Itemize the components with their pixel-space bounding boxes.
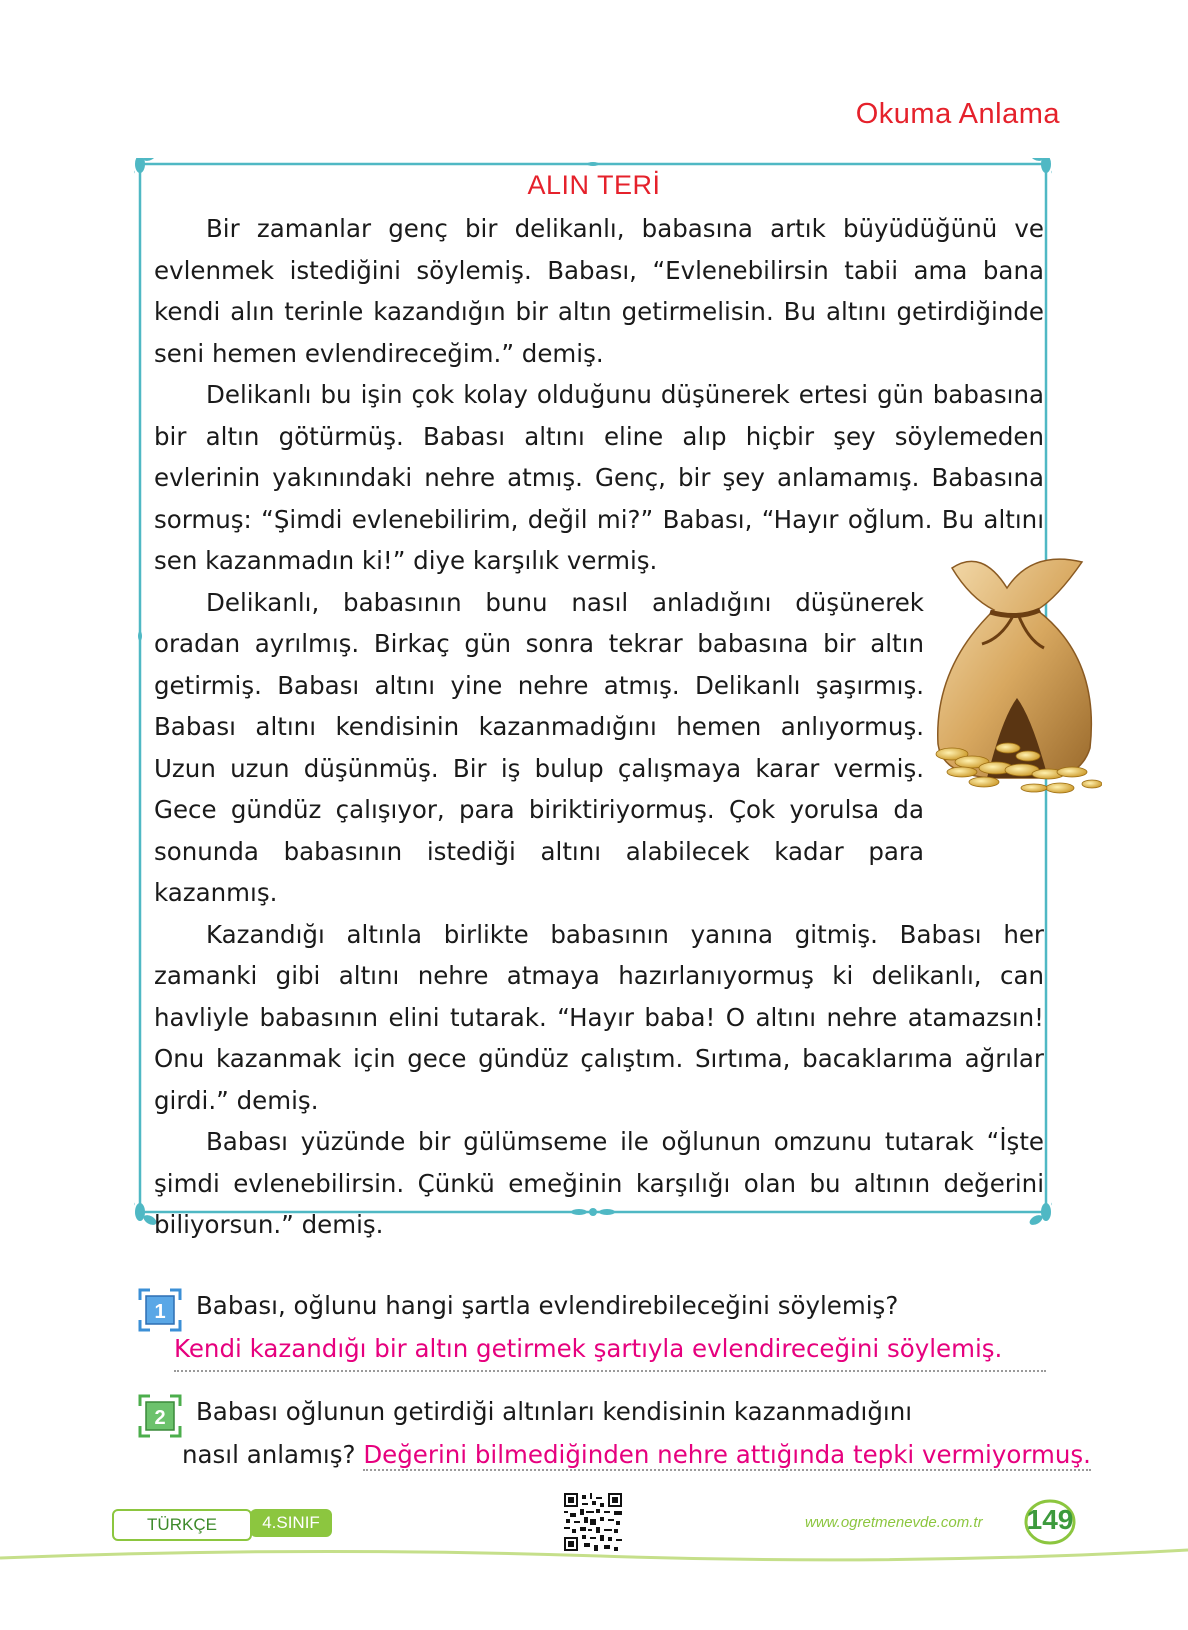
answer-line [174,1334,1046,1372]
story-paragraph: Babası yüzünde bir gülümseme ile oğlunun omzunu tutarak “İşte şimdi evlenebilirsin. Çünkü emeğinin karşılığı olan bu altının değerini biliyorsun.” demiş. [154,1127,1044,1239]
story-text [154,208,1044,1246]
question-number-badge [138,1394,178,1434]
question-number-badge [138,1288,178,1328]
story-title: ALIN TERİ [527,170,661,200]
story-paragraph: Delikanlı bu işin çok kolay olduğunu düşünerek ertesi gün babasına bir altın götürmüş. Babası altını eline alıp hiçbir şey söylemeden evlerinin yakınındaki nehre atmış. Genç, bir şey anlamamış. Babasına sormuş: “Şimdi evlenebilirim, değil mi?” Babası, “Hayır oğlum. Bu altını sen kazanmadın ki!” diye karşılık vermiş. [154,380,1044,575]
qr-code [564,1493,622,1551]
page-number-badge [1024,1498,1076,1546]
question-answer-row [182,1440,1091,1469]
question-text: Babası, oğlunu hangi şartla evlendirebileceğini söylemiş? [196,1291,899,1320]
section-title: Okuma Anlama [855,98,1060,130]
question-text: Babası oğlunun getirdiği altınları kendisinin kazanmadığını [196,1397,913,1426]
gold-bag-illustration [932,548,1102,806]
answer-text: Kendi kazandığı bir altın getirmek şartıyla evlendireceğini söylemiş. [174,1334,1003,1363]
question-number: 1 [154,1301,166,1323]
answer-text: Değerini bilmediğinden nehre attığında tepki vermiyormuş. [363,1440,1091,1469]
website-url[interactable]: www.ogretmenevde.com.tr [805,1514,983,1531]
story-paragraph: Bir zamanlar genç bir delikanlı, babasına artık büyüdüğünü ve evlenmek istediğini söylemiş. Babası, “Evlenebilirsin tabii ama bana kendi alın terinle kazandığın bir altın getirmelisin. Bu altını getirdiğinde seni hemen evlendireceğim.” demiş. [154,214,1044,368]
question-text: nasıl anlamış? [182,1440,356,1469]
story-paragraph: Kazandığı altınla birlikte babasının yanına gitmiş. Babası her zamanki gibi altını nehre atmaya hazırlanıyormuş ki delikanlı, can havliyle babasının elini tutarak. “Hayır baba! O altını nehre atamazsın! Onu kazanmak için gece gündüz çalıştım. Sırtıma, bacaklarıma ağrılar girdi.” demiş. [154,919,1044,1115]
question-number: 2 [154,1407,166,1429]
page-number: 149 [1026,1504,1074,1535]
footer-line [0,1548,1188,1588]
grade-label: 4.SINIF [250,1509,332,1537]
story-paragraph: Delikanlı, babasının bunu nasıl anladığını düşünerek oradan ayrılmış. Birkaç gün sonra tekrar babasına bir altın getirmiş. Babası altını yine nehre atmış. Delikanlı şaşırmış. Babası altını kendisinin kazanmadığını hemen anlıyormuş. Uzun uzun düşünmüş. Bir iş bulup çalışmaya karar vermiş. Gece gündüz çalışıyor, para biriktiriyormuş. Çok yorulsa da sonunda babasının istediği altını alabilecek kadar para kazanmış. [154,587,924,907]
subject-label: TÜRKÇE [112,1509,252,1541]
